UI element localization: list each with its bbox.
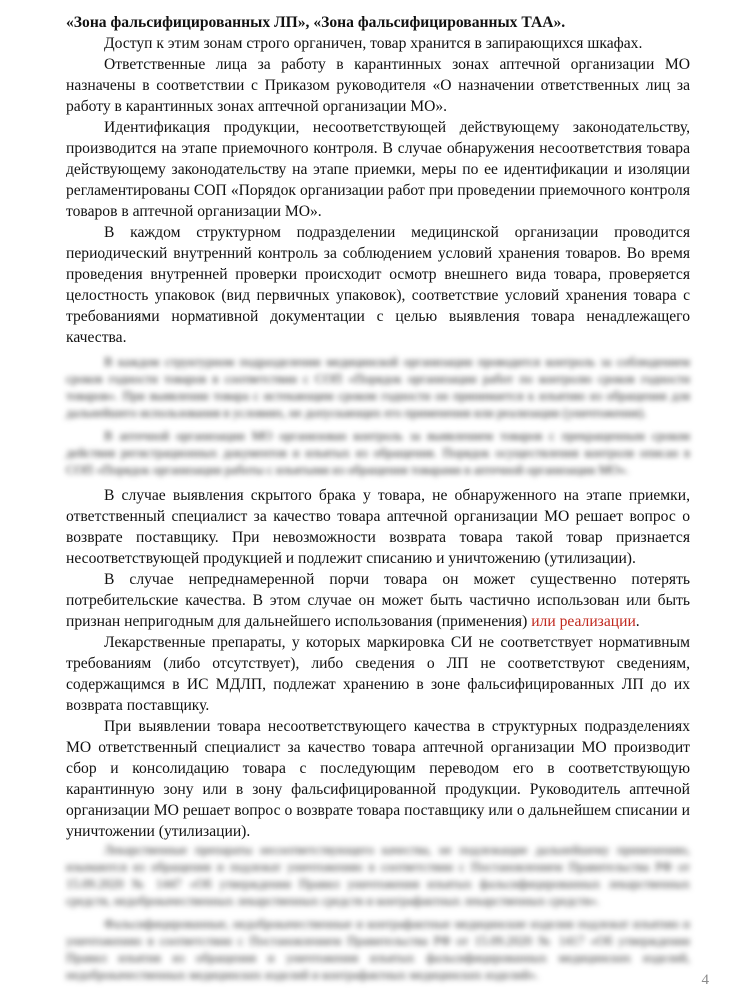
paragraph-marking: Лекарственные препараты, у которых маркировка СИ не соответствует нормативным требованиям (либо отсутствует), либо сведения о ЛП не соответствуют сведениям, содержащимся в ИС МДЛП, подлежат хранению в зоне фальсифицированных ЛП до их возврата поставщику.	[66, 634, 690, 714]
sentence-end: .	[635, 613, 640, 630]
blurred-paragraph: В каждом структурном подразделении медицинской организации проводится контроль за соблюдением сроков годности товаров в соответствии с СОП «Порядок организации работ по контролю сроков годности товаров». При выявлении товара с истекающим сроком годности он принимается к изъятию из обращения для дальнейшего использования в условиях, не допускающих его применения или реализации (уничтожения).	[66, 355, 690, 420]
paragraph-spoilage	[66, 569, 690, 632]
paragraph-identification: Идентификация продукции, несоответствующей действующему законодательству, производится на этапе приемочного контроля. В случае обнаружения несоответствия товара действующему законодательству на этапе приемки, меры по ее идентификации и изоляции регламентированы СОП «Порядок организации работ при проведении приемочного контроля товаров в аптечной организации МО».	[66, 119, 690, 220]
paragraph-spoilage-text: В случае непреднамеренной порчи товара он может существенно потерять потребительские качества. В этом случае он может быть частично использован или быть признан непригодным для дальнейшего использования (применения)	[66, 571, 690, 630]
blurred-block-2	[66, 842, 690, 984]
paragraph-responsible: Ответственные лица за работу в карантинных зонах аптечной организации МО назначены в соответствии с Приказом руководителя «О назначении ответственных лиц за работу в карантинных зонах аптечной организации МО».	[66, 56, 690, 115]
paragraph-access: Доступ к этим зонам строго органичен, товар хранится в запирающихся шкафах.	[104, 35, 643, 52]
paragraph-hidden-defect: В случае выявления скрытого брака у товара, не обнаруженного на этапе приемки, ответственный специалист за качество товара аптечной организации МО решает вопрос о возврате поставщику. При невозможности возврата товара такой товар признается несоответствующей продукцией и подлежит списанию и уничтожению (утилизации).	[66, 487, 690, 567]
blurred-paragraph: Лекарственные препараты несоответствующего качества, не подлежащие дальнейшему применению, изымаются из обращения и подлежат уничтожению в соответствии с Постановлением Правительства РФ от 15.09.2020 № 1447 «Об утверждении Правил уничтожения изъятых фальсифицированных лекарственных средств, недоброкачественных лекарственных средств и контрафактных лекарственных средств».	[66, 843, 690, 908]
blurred-block-1	[66, 354, 690, 479]
page-number: 4	[701, 972, 709, 988]
highlighted-text: или реализации	[531, 613, 636, 630]
blurred-paragraph: Фальсифицированные, недоброкачественные и контрафактные медицинские изделия подлежат изъятию и уничтожению в соответствии с Постановлением Правительства РФ от 15.09.2020 № 1417 «Об утверждении Правил изъятия из обращения и уничтожения изъятых фальсифицированных медицинских изделий, недоброкачественных медицинских изделий и контрафактных медицинских изделий».	[66, 917, 690, 982]
document-page	[66, 12, 690, 984]
paragraph-nonconforming: При выявлении товара несоответствующего качества в структурных подразделениях МО ответственный специалист за качество товара аптечной организации МО производит сбор и консолидацию товара с последующим переводом его в соответствующую карантинную зону или в зону фальсифицированной продукции. Руководитель аптечной организации МО решает вопрос о возврате товара поставщику или о дальнейшем списании и уничтожении (утилизации).	[66, 718, 690, 840]
blurred-paragraph: В аптечной организации МО организован контроль за выявлением товаров с прекращенным сроком действия регистрационных документов и изъятых из обращения. Порядок осуществления контроля описан в СОП «Порядок организации работы с изъятыми из обращения товарами в аптечной организации МО».	[66, 429, 690, 477]
paragraph-internal-control: В каждом структурном подразделении медицинской организации проводится периодический внутренний контроль за соблюдением условий хранения товаров. Во время проведения внутренней проверки происходит осмотр внешнего вида товара, проверяется целостность упаковок (вид первичных упаковок), соответствие условий хранения товара с требованиями нормативной документации с целью выявления товара ненадлежащего качества.	[66, 224, 690, 346]
section-heading: «Зона фальсифицированных ЛП», «Зона фальсифицированных ТАА».	[66, 14, 566, 31]
